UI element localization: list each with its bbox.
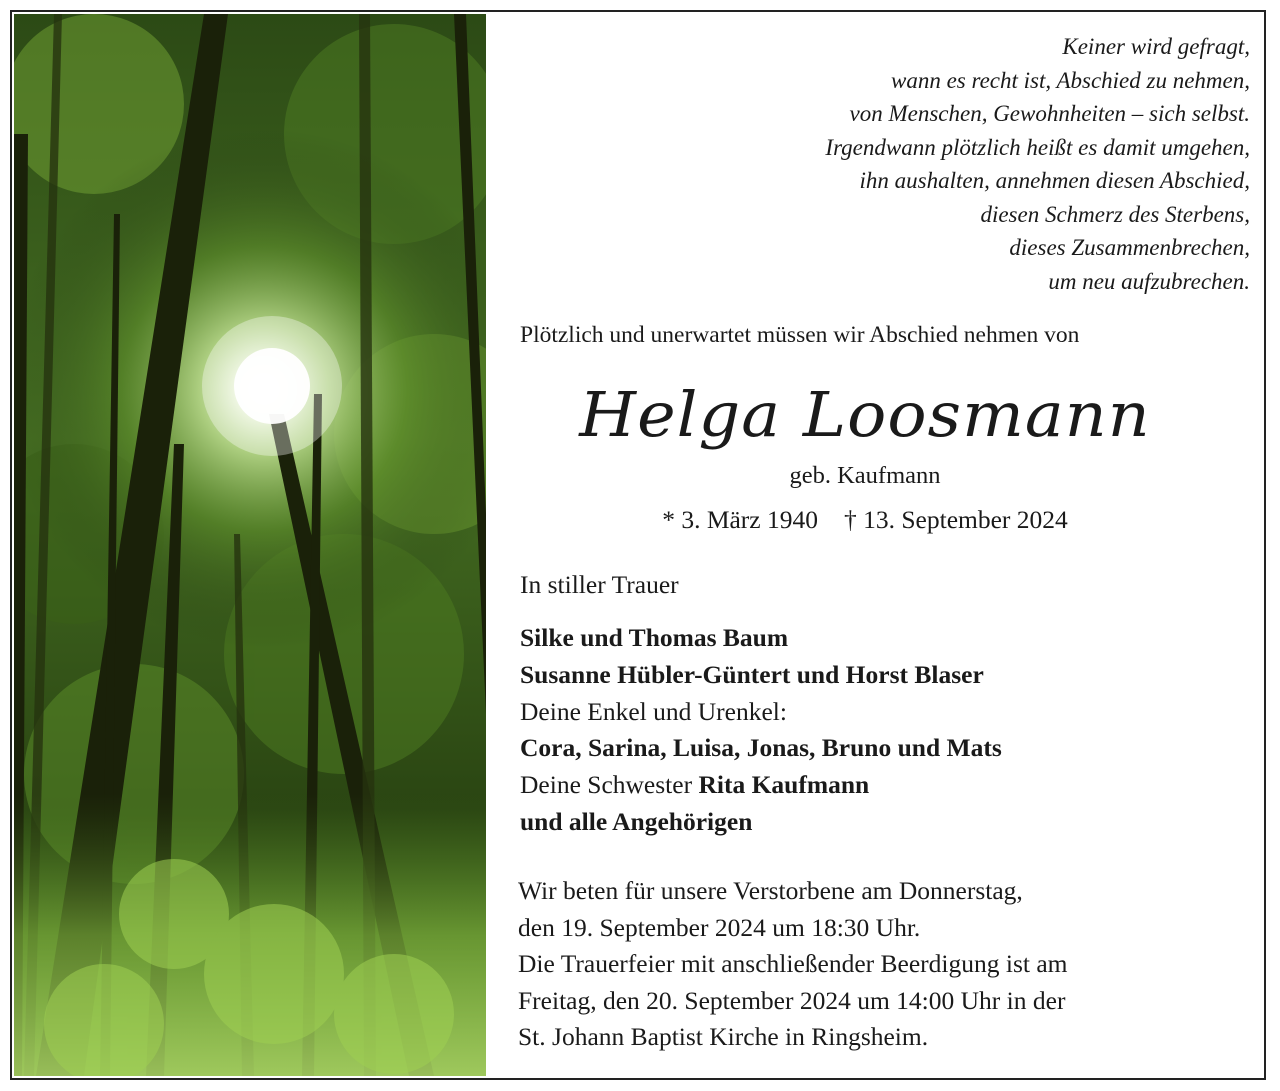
mourner-line: Susanne Hübler-Güntert und Horst Blaser: [520, 659, 984, 689]
service-line: St. Johann Baptist Kirche in Ringsheim.: [518, 1022, 929, 1051]
life-dates: [500, 505, 1230, 535]
mourner-line: Silke und Thomas Baum: [520, 623, 789, 652]
mourner-line: und alle Angehörigen: [520, 806, 753, 836]
mourners-list: [520, 620, 1002, 841]
mourner-line: Deine Enkel und Urenkel:: [520, 696, 787, 726]
mourner-line: Cora, Sarina, Luisa, Jonas, Bruno und Mats: [520, 733, 1002, 763]
service-line: Die Trauerfeier mit anschließender Beerdigung ist am: [518, 949, 1068, 978]
intro-text: Plötzlich und unerwartet müssen wir Abschied nehmen von: [520, 322, 1080, 348]
service-info: [518, 873, 1068, 1056]
poem-line: dieses Zusammenbrechen,: [1009, 235, 1250, 260]
poem-line: von Menschen, Gewohnheiten – sich selbst.: [849, 101, 1250, 126]
mourning-intro: In stiller Trauer: [520, 570, 679, 599]
birth-date: * 3. März 1940: [662, 505, 818, 534]
poem-line: Irgendwann plötzlich heißt es damit umgehen,: [825, 134, 1250, 160]
service-line: den 19. September 2024 um 18:30 Uhr.: [518, 912, 921, 942]
deceased-name: Helga Loosmann: [579, 378, 1151, 451]
birth-name: geb. Kaufmann: [789, 462, 941, 489]
service-line: Freitag, den 20. September 2024 um 14:00 Uhr in der: [518, 985, 1066, 1015]
forest-sunlight-photo: [14, 14, 486, 1076]
service-line: Wir beten für unsere Verstorbene am Donnerstag,: [518, 876, 1023, 905]
death-date: † 13. September 2024: [844, 505, 1068, 534]
poem-line: wann es recht ist, Abschied zu nehmen,: [890, 67, 1250, 93]
poem-line: diesen Schmerz des Sterbens,: [980, 201, 1250, 227]
poem-line: um neu aufzubrechen.: [1048, 268, 1250, 294]
poem: [530, 30, 1250, 298]
mourner-line: [520, 767, 1002, 804]
poem-line: ihn aushalten, annehmen diesen Abschied,: [859, 168, 1250, 193]
poem-line: Keiner wird gefragt,: [1062, 34, 1250, 59]
sister-label: Deine Schwester: [520, 770, 693, 800]
sister-name: Rita Kaufmann: [698, 770, 870, 800]
